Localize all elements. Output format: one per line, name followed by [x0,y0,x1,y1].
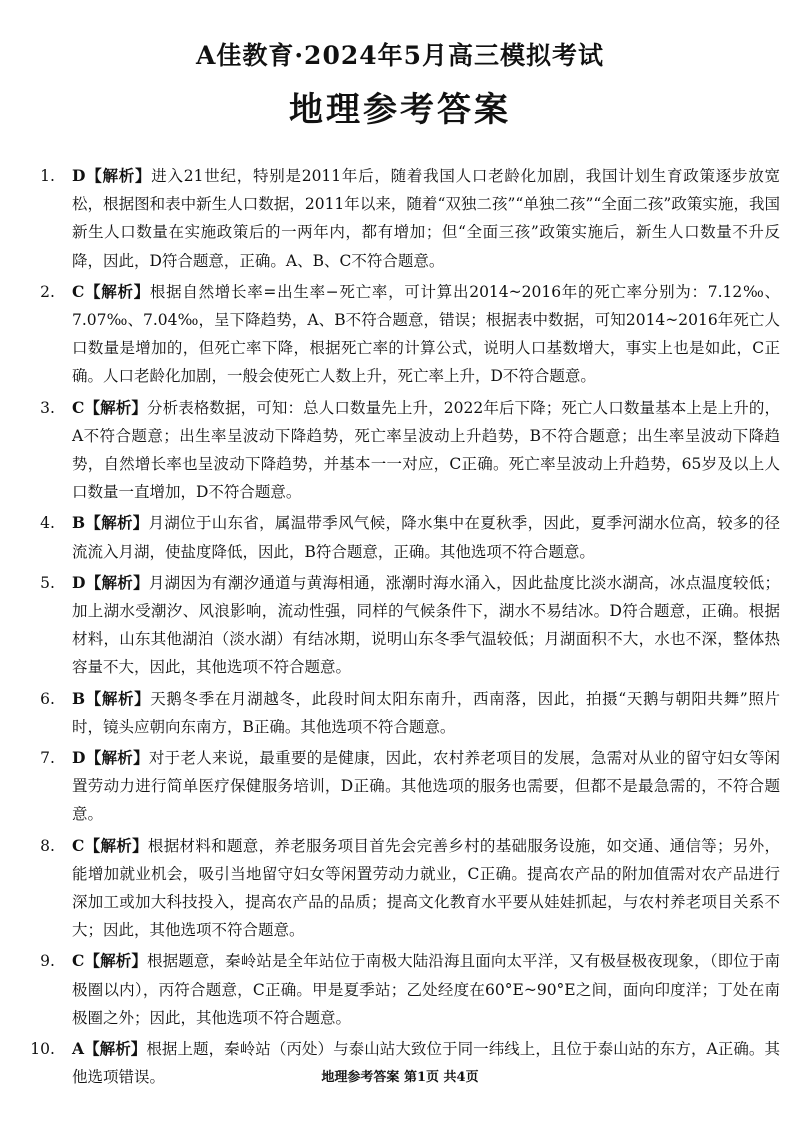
analysis-tag: 【解析】 [85,748,149,768]
answer-number: 7 [40,749,50,768]
answer-number: 3 [40,398,50,417]
answer-text: 进入21世纪，特别是2011年后，随着我国人口老龄化加剧，我国计划生育政策逐步放宽松，根据图和表中新生人口数据，2011年以来，随着“双独二孩”“单独二孩”“全面二孩”政策实施，我国新生人口数量在实施政策后的一两年内，都有增加；但“全面三孩”政策实施后，新生人口数量不升反降，因此，D符合题意，正确。A、B、C不符合题意。 [72,167,780,270]
answer-choice: B [72,688,86,708]
answer-choice: C [72,281,85,301]
analysis-tag: 【解析】 [85,688,151,708]
answer-choice: C [72,397,85,417]
answer-list [28,162,780,1095]
answer-text: 天鹅冬季在月湖越冬，此段时间太阳东南升，西南落，因此，拍摄“天鹅与朝阳共舞”照片时，镜头应朝向东南方，B正确。其他选项不符合题意。 [72,689,780,736]
answer-text: 月湖位于山东省，属温带季风气候，降水集中在夏秋季，因此，夏季河湖水位高，较多的径流流入月湖，使盐度降低，因此，B符合题意，正确。其他选项不符合题意。 [72,514,780,561]
answer-text: 根据自然增长率=出生率−死亡率，可计算出2014~2016年的死亡率分别为：7.12‰、7.07‰、7.04‰，呈下降趋势，A、B不符合题意，错误；根据表中数据，可知2014~2016年死亡人口数量是增加的，但死亡率下降，根据死亡率的计算公式，说明人口基数增大，事实上也是如此，C正确。人口老龄化加剧，一般会使死亡人数上升，死亡率上升，D不符合题意。 [72,282,780,386]
analysis-tag: 【解析】 [84,281,150,301]
answer-number: 8 [40,836,50,855]
answer-choice: C [72,951,85,971]
analysis-tag: 【解析】 [84,1039,147,1059]
answer-text: 根据题意，秦岭站是全年站位于南极大陆沿海且面向太平洋，又有极昼极夜现象，（即位于南极圈以内），丙符合题意，C正确。甲是夏季站；乙处经度在60°E~90°E之间，面向印度洋；丁处在南极圈之外；因此，其他选项不符合题意。 [72,952,780,1027]
answer-choice: D [72,166,86,185]
answer-item-3: 3 . C【解析】分析表格数据，可知：总人口数量先上升，2022年后下降；死亡人口数量基本上是上升的，A不符合题意；出生率呈波动下降趋势，死亡率呈波动上升趋势，B不符合题意；出生率呈波动下降趋势，自然增长率也呈波动下降趋势，并基本一一对应，C正确。死亡率呈波动上升趋势，65岁及以上人口数量一直增加，D不符合题意。 [28,394,780,507]
answer-item-6: 6 . B【解析】天鹅冬季在月湖越冬，此段时间太阳东南升，西南落，因此，拍摄“天鹅与朝阳共舞”照片时，镜头应朝向东南方，B正确。其他选项不符合题意。 [28,685,780,741]
answer-item-7: 7 . D【解析】对于老人来说，最重要的是健康，因此，农村养老项目的发展，急需对从业的留守妇女等闲置劳动力进行简单医疗保健服务培训，D正确。其他选项的服务也需要，但都不是最急需的，不符合题意。 [28,744,780,829]
page-footer: 地理参考答案 第1页 共4页 [321,1070,479,1085]
answer-item-10: 10 . A【解析】根据上题，秦岭站（丙处）与泰山站大致位于同一纬线上，且位于泰山站的东方，A正确。其他选项错误。 [28,1035,780,1091]
answer-number: 1 [40,167,50,185]
answer-number: 10 [30,1040,50,1059]
answer-number: 9 [40,952,50,971]
answer-item-8: 8 . C【解析】根据材料和题意，养老服务项目首先会完善乡村的基础服务设施，如交通、通信等；另外，能增加就业机会，吸引当地留守妇女等闲置劳动力就业，C正确。提高农产品的附加值需对农产品进行深加工或加大科技投入，提高农产品的品质；提高文化教育水平要从娃娃抓起，与农村养老项目关系不大；因此，其他选项不符合题意。 [28,832,780,945]
analysis-tag: 【解析】 [84,397,147,417]
analysis-tag: 【解析】 [85,572,149,592]
page-title: 地理参考答案 [289,90,511,130]
answer-choice: A [72,1039,85,1059]
analysis-tag: 【解析】 [85,166,152,185]
answer-text: 月湖因为有潮汐通道与黄海相通，涨潮时海水涌入，因此盐度比淡水湖高，冰点温度较低；加上湖水受潮汐、风浪影响，流动性强，同样的气候条件下，湖水不易结冰。D符合题意，正确。根据材料，山东其他湖泊（淡水湖）有结冰期，说明山东冬季气温较低；月湖面积不大，水也不深，整体热容量不大，因此，其他选项不符合题意。 [72,573,780,677]
answer-item-1: 1 . D【解析】进入21世纪，特别是2011年后，随着我国人口老龄化加剧，我国计划生育政策逐步放宽松，根据图和表中新生人口数据，2011年以来，随着“双独二孩”“单独二孩”“全面二孩”政策实施，我国新生人口数量在实施政策后的一两年内，都有增加；但“全面三孩”政策实施后，新生人口数量不升反降，因此，D符合题意，正确。A、B、C不符合题意。 [28,162,780,275]
answer-item-2: 2 . C【解析】根据自然增长率=出生率−死亡率，可计算出2014~2016年的死亡率分别为：7.12‰、7.07‰、7.04‰，呈下降趋势，A、B不符合题意，错误；根据表中数据，可知2014~2016年死亡人口数量是增加的，但死亡率下降，根据死亡率的计算公式，说明人口基数增大，事实上也是如此，C正确。人口老龄化加剧，一般会使死亡人数上升，死亡率上升，D不符合题意。 [28,278,780,391]
answer-text: 根据上题，秦岭站（丙处）与泰山站大致位于同一纬线上，且位于泰山站的东方，A正确。其他选项错误。 [72,1040,780,1087]
answer-text: 分析表格数据，可知：总人口数量先上升，2022年后下降；死亡人口数量基本上是上升的，A不符合题意；出生率呈波动下降趋势，死亡率呈波动上升趋势，B不符合题意；出生率呈波动下降趋势，自然增长率也呈波动下降趋势，并基本一一对应，C正确。死亡率呈波动上升趋势，65岁及以上人口数量一直增加，D不符合题意。 [72,398,780,502]
answer-number: 2 [40,282,50,301]
answer-number: 6 [40,689,50,708]
answer-item-9: 9 . C【解析】根据题意，秦岭站是全年站位于南极大陆沿海且面向太平洋，又有极昼极夜现象，（即位于南极圈以内），丙符合题意，C正确。甲是夏季站；乙处经度在60°E~90°E之间，面向印度洋；丁处在南极圈之外；因此，其他选项不符合题意。 [28,947,780,1032]
answer-choice: D [72,572,86,592]
answer-choice: D [72,748,86,768]
answer-number: 5 [40,573,50,592]
analysis-tag: 【解析】 [84,951,147,971]
answer-choice: B [72,513,86,533]
answer-number: 4 [40,514,50,533]
analysis-tag: 【解析】 [84,835,148,855]
answer-item-4: 4 . B【解析】月湖位于山东省，属温带季风气候，降水集中在夏秋季，因此，夏季河湖水位高，较多的径流流入月湖，使盐度降低，因此，B符合题意，正确。其他选项不符合题意。 [28,509,780,565]
answer-choice: C [72,835,85,855]
answer-item-5: 5 . D【解析】月湖因为有潮汐通道与黄海相通，涨潮时海水涌入，因此盐度比淡水湖高，冰点温度较低；加上湖水受潮汐、风浪影响，流动性强，同样的气候条件下，湖水不易结冰。D符合题意，正确。根据材料，山东其他湖泊（淡水湖）有结冰期，说明山东冬季气温较低；月湖面积不大，水也不深，整体热容量不大，因此，其他选项不符合题意。 [28,569,780,682]
answer-text: 根据材料和题意，养老服务项目首先会完善乡村的基础服务设施，如交通、通信等；另外，能增加就业机会，吸引当地留守妇女等闲置劳动力就业，C正确。提高农产品的附加值需对农产品进行深加工或加大科技投入，提高农产品的品质；提高文化教育水平要从娃娃抓起，与农村养老项目关系不大；因此，其他选项不符合题意。 [72,836,780,940]
answer-text: 对于老人来说，最重要的是健康，因此，农村养老项目的发展，急需对从业的留守妇女等闲置劳动力进行简单医疗保健服务培训，D正确。其他选项的服务也需要，但都不是最急需的，不符合题意。 [72,749,780,824]
analysis-tag: 【解析】 [85,513,149,533]
exam-title: A佳教育·2024年5月高三模拟考试 [195,41,605,70]
